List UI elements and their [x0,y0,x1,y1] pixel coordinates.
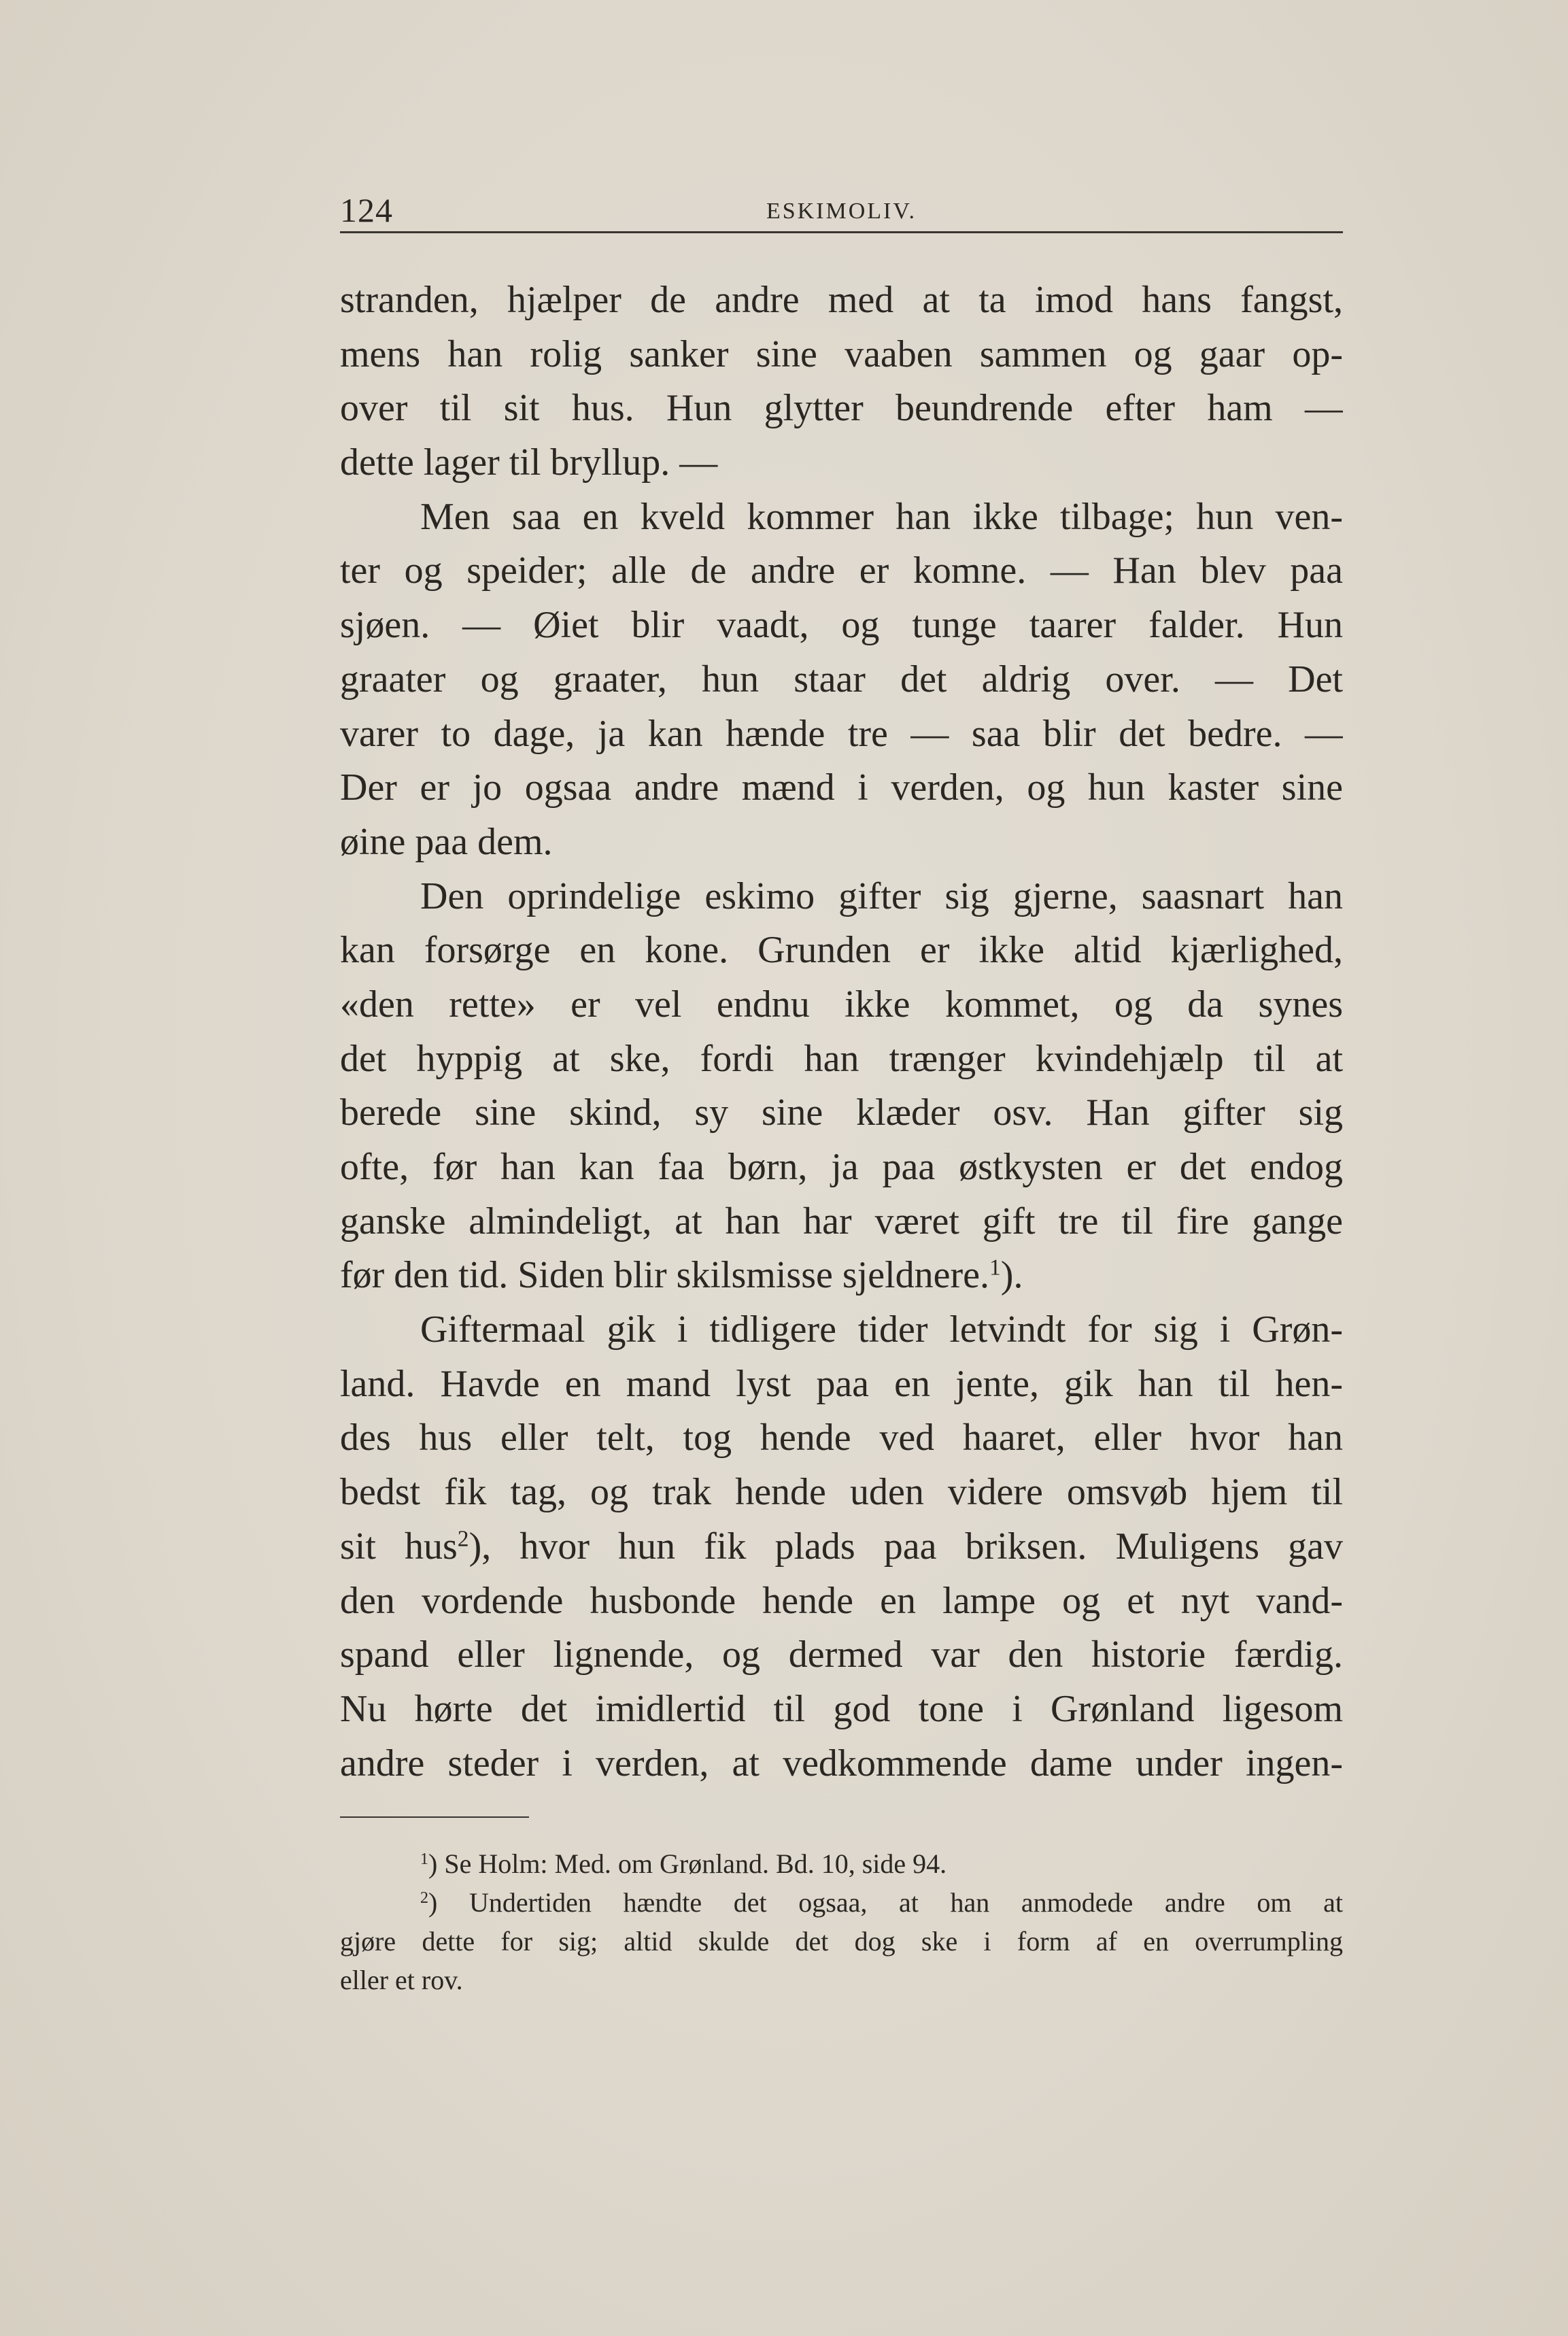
text-line: kan forsørge en kone. Grunden er ikke altid kjærlighed, [340,929,1343,972]
footnote-ref-1: 1 [989,1255,1001,1281]
text-line: stranden, hjælper de andre med at ta imod hans fangst, [340,279,1343,321]
text-line: graater og graater, hun staar det aldrig over. — Det [340,658,1343,700]
footnote-1 [340,1844,1343,1883]
body-text [340,273,1343,1791]
footnote-line: eller et rov. [340,1965,463,1995]
paragraph-first-line: Den oprindelige eskimo gifter sig gjerne, saasnart han [420,875,1343,917]
text-line: «den rette» er vel endnu ikke kommet, og da synes [340,983,1343,1026]
text-line: den vordende husbonde hende en lampe og et nyt vand- [340,1579,1343,1622]
text-line-with-footnote [340,1520,1343,1574]
footnote-ref-paren: ) [468,1525,482,1568]
text-line: Der er jo ogsaa andre mænd i verden, og hun kaster sine [340,766,1343,809]
paragraph-first-line: Men saa en kveld kommer han ikke tilbage; hun ven- [420,495,1343,538]
paragraph-first-line: Giftermaal gik i tidligere tider letvindt for sig i Grøn- [420,1308,1343,1351]
footnote-text: ) Undertiden hændte det ogsaa, at han anmodede andre om at [428,1887,1343,1918]
text-line: Nu hørte det imidlertid til god tone i Grønland ligesom [340,1687,1343,1730]
text-line: land. Havde en mand lyst paa en jente, gik han til hen- [340,1362,1343,1405]
text-line: øine paa dem. [340,820,553,863]
footnote-marker: 2 [420,1889,428,1907]
footnote-divider [340,1816,529,1818]
text-line: ofte, før han kan faa børn, ja paa østkysten er det endog [340,1146,1343,1188]
footnotes [340,1844,1343,1999]
text-line: bedst fik tag, og trak hende uden videre omsvøb hjem til [340,1471,1343,1514]
text-line: varer to dage, ja kan hænde tre — saa blir det bedre. — [340,712,1343,755]
page-number: 124 [340,191,393,229]
text-line: dette lager til bryllup. — [340,441,718,484]
text-line: sjøen. — Øiet blir vaadt, og tunge taarer falder. Hun [340,604,1343,647]
text-line: des hus eller telt, tog hende ved haaret, eller hvor han [340,1417,1343,1459]
footnote-ref-2: 2 [457,1526,469,1552]
text-line: andre steder i verden, at vedkommende dame under ingen- [340,1742,1343,1784]
running-title: ESKIMOLIV. [766,199,917,224]
footnote-ref-paren: ) [1000,1254,1014,1297]
footnote-2 [340,1883,1343,1922]
text-line-with-footnote: før den tid. Siden blir skilsmisse sjeldnere.$^1$). [340,1254,1023,1297]
text-line: mens han rolig sanker sine vaaben sammen og gaar op- [340,333,1343,375]
page-header [340,184,1343,233]
footnote-line: gjøre dette for sig; altid skulde det dog ske i form af en overrumpling [340,1926,1343,1957]
text-segment: sit hus [340,1525,458,1568]
footnote-text: ) Se Holm: Med. om Grønland. Bd. 10, side 94. [428,1848,947,1879]
text-segment: , hvor hun fik plads paa briksen. Muligens gav [481,1525,1343,1568]
text-line: ter og speider; alle de andre er komne. — Han blev paa [340,549,1343,592]
text-line: det hyppig at ske, fordi han trænger kvindehjælp til at [340,1037,1343,1080]
footnote-marker: 1 [420,1850,428,1868]
text-segment: før den tid. Siden blir skilsmisse sjeldnere. [340,1254,989,1297]
text-line: spand eller lignende, og dermed var den historie færdig. [340,1633,1343,1676]
text-line: ganske almindeligt, at han har været gift tre til fire gange [340,1200,1343,1242]
text-line: over til sit hus. Hun glytter beundrende efter ham — [340,387,1343,430]
text-line: berede sine skind, sy sine klæder osv. Han gifter sig [340,1091,1343,1134]
